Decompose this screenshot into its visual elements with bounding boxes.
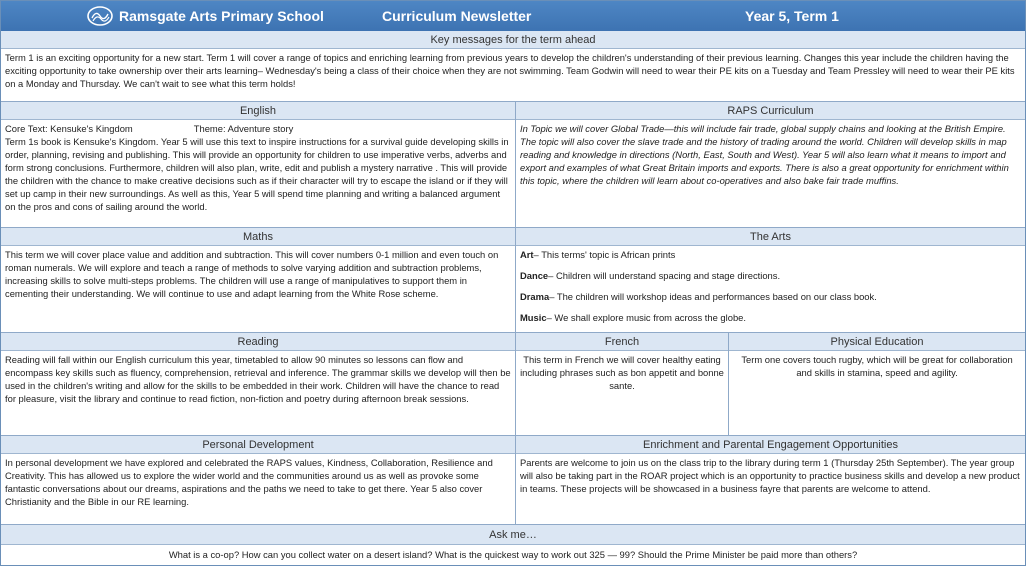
raps-text: In Topic we will cover Global Trade—this will include fair trade, global supply chains and looking at the British Empire. The topic will also cover the slave trade and the history of trading around the world. Children will develop skills in map reading and knowledge in directions (North, East, South and West). Year 5 will also learn what it means to import and export and examples of what Great Britain imports and exports. There is also a great opportunity for enrichment within this topic, where the children will learn about co-operatives and also bake fair trade muffins. xyxy=(520,123,1009,186)
reading-heading: Reading xyxy=(1,333,515,351)
english-content xyxy=(1,120,515,227)
arts-heading: The Arts xyxy=(516,228,1025,246)
key-messages-heading: Key messages for the term ahead xyxy=(1,31,1025,49)
french-text: This term in French we will cover healthy eating including phrases such as bon appetit and bonne sante. xyxy=(520,354,724,391)
school-name: Ramsgate Arts Primary School xyxy=(119,8,324,24)
maths-text: This term we will cover place value and addition and subtraction. This will cover numbers 0-1 million and even touch on roman numerals. We will explore and teach a range of methods to solve varying addition and subtraction problems, increasing skills to solve multi-steps problems. The children will use a range of manipulatives to support them in cementing their understanding. We will continue to use and adapt learning from the White Rose scheme. xyxy=(5,249,499,299)
reading-text: Reading will fall within our English curriculum this year, timetabled to allow 90 minutes so lessons can flow and encompass key skills such as fluency, comprehension, retrieval and inference. The grammar skills we develop will then be used in the children's writing and allow for the skills to be embedded in their work. Children will have the chance to read for pleasure, visit the library and continue to read fiction, non-fiction and poetry during afternoon break sessions. xyxy=(5,354,511,404)
school-logo-icon xyxy=(87,6,113,26)
year-term: Year 5, Term 1 xyxy=(745,8,839,24)
english-heading: English xyxy=(1,102,515,120)
ask-me-heading: Ask me… xyxy=(1,525,1025,545)
raps-heading: RAPS Curriculum xyxy=(516,102,1025,120)
arts-content xyxy=(516,246,1025,332)
key-messages-text: Term 1 is an exciting opportunity for a new start. Term 1 will cover a range of topics and enriching learning from previous years to develop the children's understanding of their previous learning. Changes this year include the children having the exciting opportunity to take ownership over their arts learning– Wednesday's being a class of their choice when they are not swimming. Team Godwin will need to wear their PE kits on a Tuesday and Team Pressley will need to wear their PE kits on a Monday and Thursday. We can't wait to see what this term holds! xyxy=(5,52,1015,89)
pe-text: Term one covers touch rugby, which will be great for collaboration and skills in stamina, speed and agility. xyxy=(741,354,1013,378)
arts-item-dance: Dance– Children will understand spacing and stage directions. xyxy=(520,270,781,281)
english-theme: Theme: Adventure story xyxy=(193,123,294,134)
french-heading: French xyxy=(516,333,728,351)
newsletter-title: Curriculum Newsletter xyxy=(382,8,532,24)
english-text: Term 1s book is Kensuke's Kingdom. Year 5 will use this text to inspire instructions for a survival guide developing skills in order, planning, revising and publishing. This will provide an opportunity for children to use imperative verbs, adverbs and form strong conclusions. Furthermore, children will also plan, write, edit and publish a mystery narrative . This will provide the children with the chance to make creative decisions such as if their character will try to escape the island or if they will set up camp in their new surroundings. As well as this, Year 5 will spend time planning and writing a balanced argument on the pros and cons of sailing around the world. xyxy=(5,136,509,212)
english-core-text: Core Text: Kensuke's Kingdom xyxy=(5,123,133,134)
ask-me-text: What is a co-op? How can you collect water on a desert island? What is the quickest way to work out 325 — 99? Should the Prime Minister be paid more than others? xyxy=(168,549,858,560)
arts-item-art: Art– This terms' topic is African prints xyxy=(520,249,676,260)
pe-heading: Physical Education xyxy=(729,333,1025,351)
maths-heading: Maths xyxy=(1,228,515,246)
personal-text: In personal development we have explored and celebrated the RAPS values, Kindness, Collaboration, Resilience and Creativity. This has allowed us to explore the wider world and the communities around us as well as provoke some fantastic conversations about our dreams, aspirations and the paths we need to take to get there. Year 5 also cover Christianity and the Bible in our RE learning. xyxy=(5,457,493,507)
personal-heading: Personal Development xyxy=(1,436,515,454)
english-core-text-line xyxy=(5,122,511,135)
enrichment-heading: Enrichment and Parental Engagement Opportunities xyxy=(516,436,1025,454)
arts-item-music: Music– We shall explore music from across the globe. xyxy=(520,312,746,323)
enrichment-text: Parents are welcome to join us on the class trip to the library during term 1 (Thursday 25th September). The year group will also be taking part in the ROAR project which is an opportunity to practice business skills and develop a new product in teams. These projects will be showcased in a business fayre that parents are welcome to attend. xyxy=(520,457,1020,494)
title-banner xyxy=(1,1,1025,31)
arts-item-drama: Drama– The children will workshop ideas and performances based on our class book. xyxy=(520,291,877,302)
